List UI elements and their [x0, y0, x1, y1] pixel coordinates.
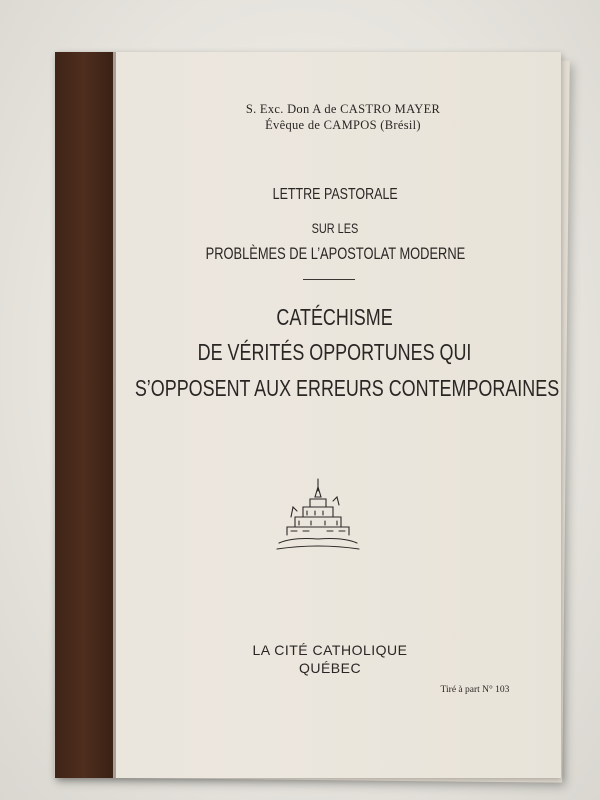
heading-lettre — [145, 186, 525, 204]
spine-edge — [113, 52, 116, 778]
title-line-1 — [155, 304, 515, 331]
author-line: S. Exc. Don A de CASTRO MAYER — [245, 102, 441, 116]
heading-problemes — [115, 244, 555, 264]
heading-sur — [145, 220, 525, 238]
title-line-2 — [95, 339, 575, 366]
title-line-1-text: CATÉCHISME — [276, 304, 394, 330]
booklet-spine — [55, 52, 113, 778]
heading-problemes-text: PROBLÈMES DE L’APOSTOLAT MODERNE — [205, 245, 465, 263]
mont-saint-michel-illustration — [273, 477, 363, 557]
title-line-3 — [75, 375, 595, 402]
publisher-name: LA CITÉ CATHOLIQUE — [252, 642, 408, 658]
heading-lettre-text: LETTRE PASTORALE — [272, 186, 398, 203]
publisher-city: QUÉBEC — [298, 660, 362, 676]
author-title: Évêque de CAMPOS (Brésil) — [265, 118, 421, 132]
print-note: Tiré à part N° 103 — [440, 685, 510, 695]
heading-sur-text: SUR LES — [311, 220, 359, 236]
divider-rule — [303, 279, 355, 280]
title-line-3-text: S’OPPOSENT AUX ERREURS CONTEMPORAINES — [134, 375, 560, 401]
title-line-2-text: DE VÉRITÉS OPPORTUNES QUI — [198, 339, 472, 365]
booklet-cover — [55, 52, 561, 778]
